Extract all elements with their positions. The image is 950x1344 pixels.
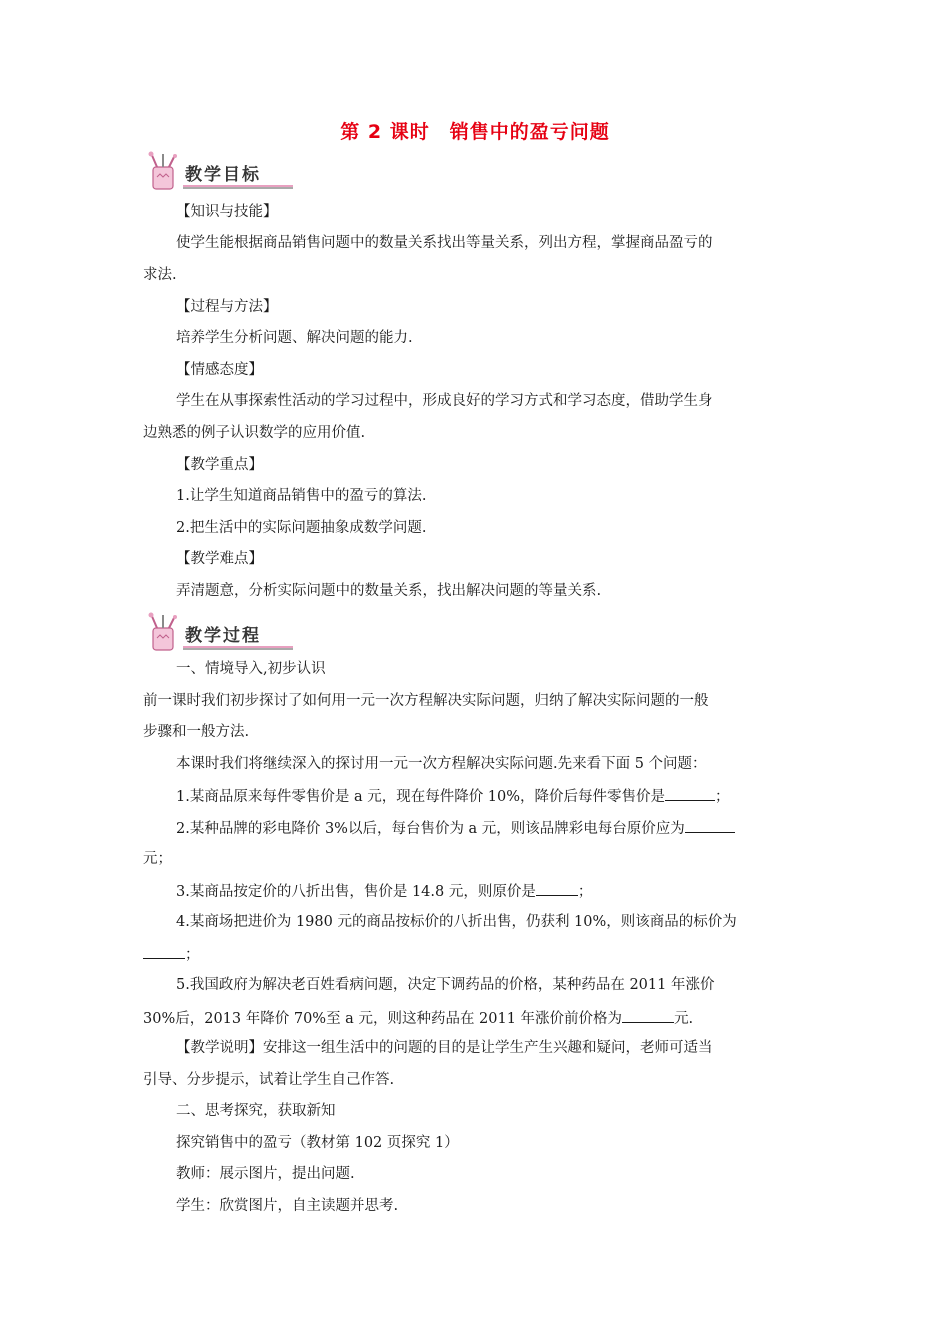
paragraph: 本课时我们将继续深入的探讨用一元一次方程解决实际问题.先来看下面 5 个问题： [176,756,707,772]
paragraph: 探究销售中的盈亏（教材第 102 页探究 1） [176,1135,459,1151]
question-text: 1.某商品原来每件零售价是 a 元，现在每件降价 10%，降价后每件零售价是 [176,789,666,805]
question-text: 3.某商品按定价的八折出售，售价是 14.8 元，则原价是 [176,884,536,900]
answer-blank [685,817,735,833]
paragraph: 前一课时我们初步探讨了如何用一元一次方程解决实际问题，归纳了解决实际问题的一般 [143,693,709,709]
subheading: 二、思考探究，获取新知 [176,1103,336,1119]
teaching-note: 【教学说明】安排这一组生活中的问题的目的是让学生产生兴趣和疑问，老师可适当 [176,1040,713,1056]
question-1 [176,785,730,807]
question-text: 元. [674,1011,694,1027]
question-text: 2.某种品牌的彩电降价 3%以后，每台售价为 a 元，则该品牌彩电每台原价应为 [176,821,685,837]
section-underline [183,646,293,650]
heading-attitude: 【情感态度】 [176,362,263,378]
paragraph: 求法. [143,267,177,283]
answer-blank [536,880,578,896]
question-5: 5.我国政府为解决老百姓看病问题，决定下调药品的价格，某种药品在 2011 年涨价 [176,977,715,993]
question-4 [176,912,737,932]
paragraph: 弄清题意，分析实际问题中的数量关系，找出解决问题的等量关系. [176,583,602,599]
section-label-process: 教学过程 [185,626,261,646]
paragraph: 教师：展示图片，提出问题. [176,1166,355,1182]
question-text: 4.某商场把进价为 1980 元的商品按标价的八折出售，仍获利 10%，则该商品的标价为 [176,914,737,930]
question-text: ； [185,947,200,963]
section-label-goals: 教学目标 [185,165,261,185]
section-header-process [143,612,293,654]
paragraph: 培养学生分析问题、解决问题的能力. [176,330,413,346]
paragraph: 边熟悉的例子认识数学的应用价值. [143,425,366,441]
paragraph: 步骤和一般方法. [143,724,250,740]
question-5-cont [143,1007,693,1029]
question-text: ； [577,884,593,900]
question-text: 30%后，2013 年降价 70%至 a 元，则这种药品在 2011 年涨价前价格为 [143,1011,623,1027]
heading-method: 【过程与方法】 [176,299,278,315]
heading-key-points: 【教学重点】 [176,457,263,473]
answer-blank [143,943,185,959]
paragraph: 学生：欣赏图片，自主读题并思考. [176,1198,399,1214]
heading-difficulty: 【教学难点】 [176,551,263,567]
question-2 [176,817,735,839]
question-3 [176,880,592,902]
heading-knowledge: 【知识与技能】 [176,204,278,220]
subheading: 一、情境导入,初步认识 [176,661,326,677]
list-item: 2.把生活中的实际问题抽象成数学问题. [176,520,427,536]
question-text: ； [715,789,730,805]
question-4-cont [143,943,200,965]
paragraph: 引导、分步提示，试着让学生自己作答. [143,1072,395,1088]
list-item: 1.让学生知道商品销售中的盈亏的算法. [176,488,427,504]
section-underline [183,185,293,189]
page-title: 第 2 课时 销售中的盈亏问题 [340,121,610,143]
pen-cup-icon [143,612,185,654]
answer-blank [665,785,715,801]
paragraph: 使学生能根据商品销售问题中的数量关系找出等量关系，列出方程，掌握商品盈亏的 [176,235,713,251]
paragraph: 元； [143,851,172,867]
paragraph: 学生在从事探索性活动的学习过程中，形成良好的学习方式和学习态度，借助学生身 [176,393,713,409]
answer-blank [622,1007,674,1023]
section-header-goals [143,151,293,193]
pen-cup-icon [143,151,185,193]
